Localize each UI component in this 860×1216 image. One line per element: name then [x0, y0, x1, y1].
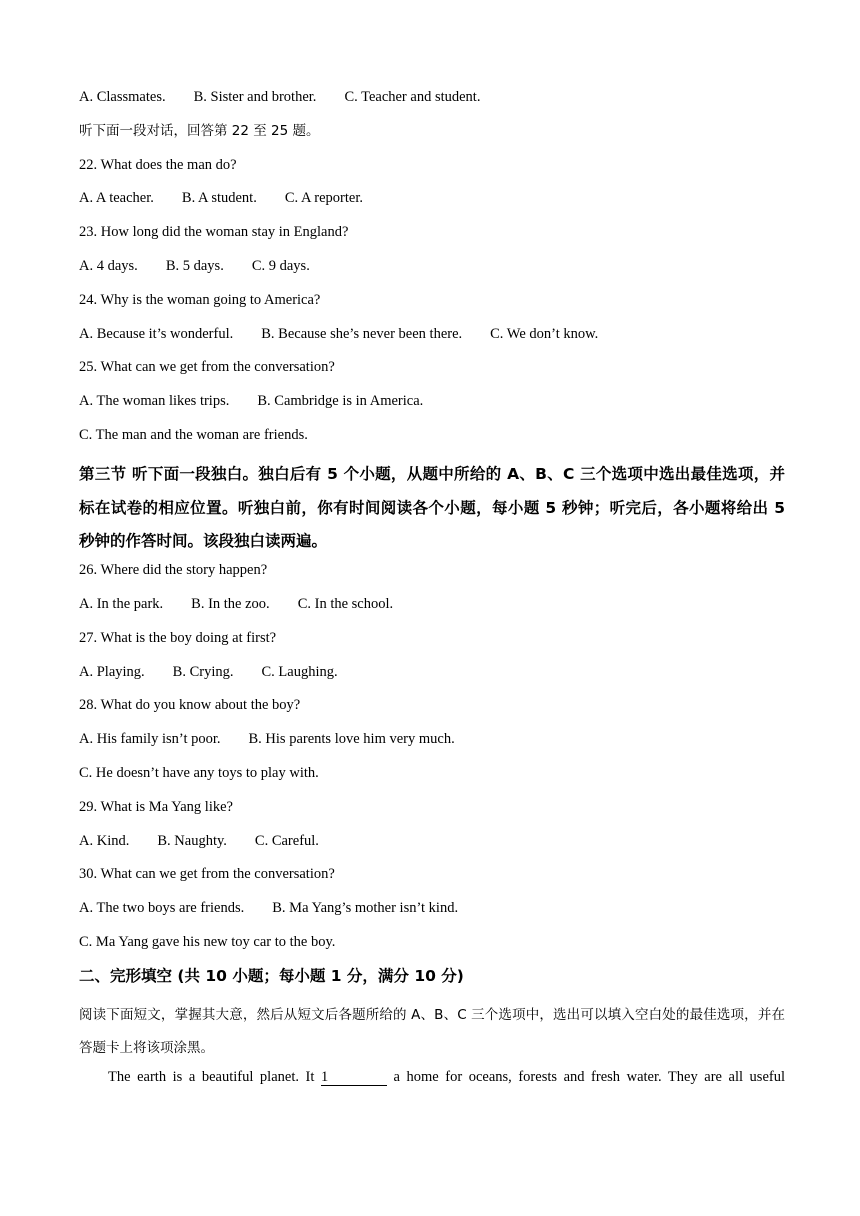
- answer-option: A. Because it’s wonderful.: [79, 325, 234, 342]
- listening-section-3-questions: [79, 559, 785, 965]
- answer-option: B. Crying.: [172, 663, 234, 680]
- question-text: 27. What is the boy doing at first?: [79, 629, 277, 646]
- answer-options-row: [79, 323, 785, 357]
- question-text: 30. What can we get from the conversation?: [79, 866, 335, 883]
- question-text: 26. Where did the story happen?: [79, 562, 268, 579]
- answer-option: C. 9 days.: [251, 257, 310, 274]
- answer-option: A. 4 days.: [79, 257, 138, 274]
- question-text: 29. What is Ma Yang like?: [79, 798, 233, 815]
- answer-options-row: [79, 728, 785, 762]
- answer-option: B. 5 days.: [165, 257, 224, 274]
- answer-options-row: [79, 593, 785, 627]
- answer-option: B. Sister and brother.: [193, 89, 317, 105]
- passage-text-after-blank: a home for oceans, forests and fresh water. They are all useful: [386, 1069, 785, 1086]
- answer-options-row: [79, 390, 785, 424]
- answer-option: B. Ma Yang’s mother isn’t kind.: [272, 900, 459, 917]
- answer-options-row: [79, 931, 785, 965]
- answer-option: C. Laughing.: [261, 663, 338, 680]
- question-text: 23. How long did the woman stay in England?: [79, 224, 349, 241]
- answer-option: A. His family isn’t poor.: [79, 731, 221, 748]
- answer-option: A. Kind.: [79, 832, 130, 849]
- part-2-instruction: 阅读下面短文，掌握其大意，然后从短文后各题所给的 A、B、C 三个选项中，选出可以填入空白处的最佳选项，并在答题卡上将该项涂黑。: [79, 1006, 785, 1057]
- answer-option: A. In the park.: [79, 595, 164, 612]
- answer-options-row: [79, 187, 785, 221]
- answer-option: C. He doesn’t have any toys to play with.: [79, 764, 319, 781]
- answer-option: C. Careful.: [254, 832, 319, 849]
- answer-option: C. Teacher and student.: [344, 89, 481, 105]
- part-2-title: 二、完形填空 (共 10 小题；每小题 1 分，满分 10 分): [79, 966, 464, 985]
- answer-option: A. The woman likes trips.: [79, 393, 230, 410]
- answer-options-row: [79, 255, 785, 289]
- answer-option: B. A student.: [181, 190, 257, 207]
- answer-option: B. His parents love him very much.: [248, 731, 455, 748]
- answer-options-row: [79, 86, 785, 120]
- listening-section-2-end: [79, 86, 785, 458]
- answer-options-row: [79, 762, 785, 796]
- answer-option: B. Cambridge is in America.: [257, 393, 424, 410]
- answer-option: B. Naughty.: [157, 832, 227, 849]
- answer-option: C. We don’t know.: [490, 325, 599, 342]
- answer-option: A. Classmates.: [79, 89, 166, 105]
- answer-option: C. The man and the woman are friends.: [79, 426, 308, 443]
- exam-page: [79, 86, 785, 1088]
- answer-option: A. Playing.: [79, 663, 145, 680]
- answer-options-row: [79, 424, 785, 458]
- cloze-blank-1: 1: [321, 1070, 387, 1086]
- answer-option: C. In the school.: [297, 595, 394, 612]
- answer-options-row: [79, 661, 785, 695]
- question-text: 22. What does the man do?: [79, 156, 237, 173]
- answer-option: C. A reporter.: [284, 190, 363, 207]
- instruction-text: 听下面一段对话，回答第 22 至 25 题。: [79, 122, 320, 139]
- answer-option: A. A teacher.: [79, 190, 154, 207]
- answer-option: A. The two boys are friends.: [79, 900, 245, 917]
- question-text: 24. Why is the woman going to America?: [79, 291, 321, 308]
- passage-text-before-blank: The earth is a beautiful planet. It: [108, 1069, 321, 1086]
- answer-options-row: [79, 830, 785, 864]
- section-3-heading: 第三节 听下面一段独白。独白后有 5 个小题，从题中所给的 A、B、C 三个选项中选出最佳选项，并标在试卷的相应位置。听独白前，你有时间阅读各个小题，每小题 5 秒钟；听完后，各小题将给出 5 秒钟的作答时间。该段独白读两遍。: [79, 464, 785, 551]
- answer-option: B. In the zoo.: [191, 595, 270, 612]
- answer-options-row: [79, 897, 785, 931]
- question-text: 25. What can we get from the conversation?: [79, 359, 335, 376]
- question-text: 28. What do you know about the boy?: [79, 697, 301, 714]
- answer-option: B. Because she’s never been there.: [261, 325, 463, 342]
- answer-option: C. Ma Yang gave his new toy car to the boy.: [79, 933, 336, 950]
- cloze-passage-first-line: [79, 1066, 785, 1088]
